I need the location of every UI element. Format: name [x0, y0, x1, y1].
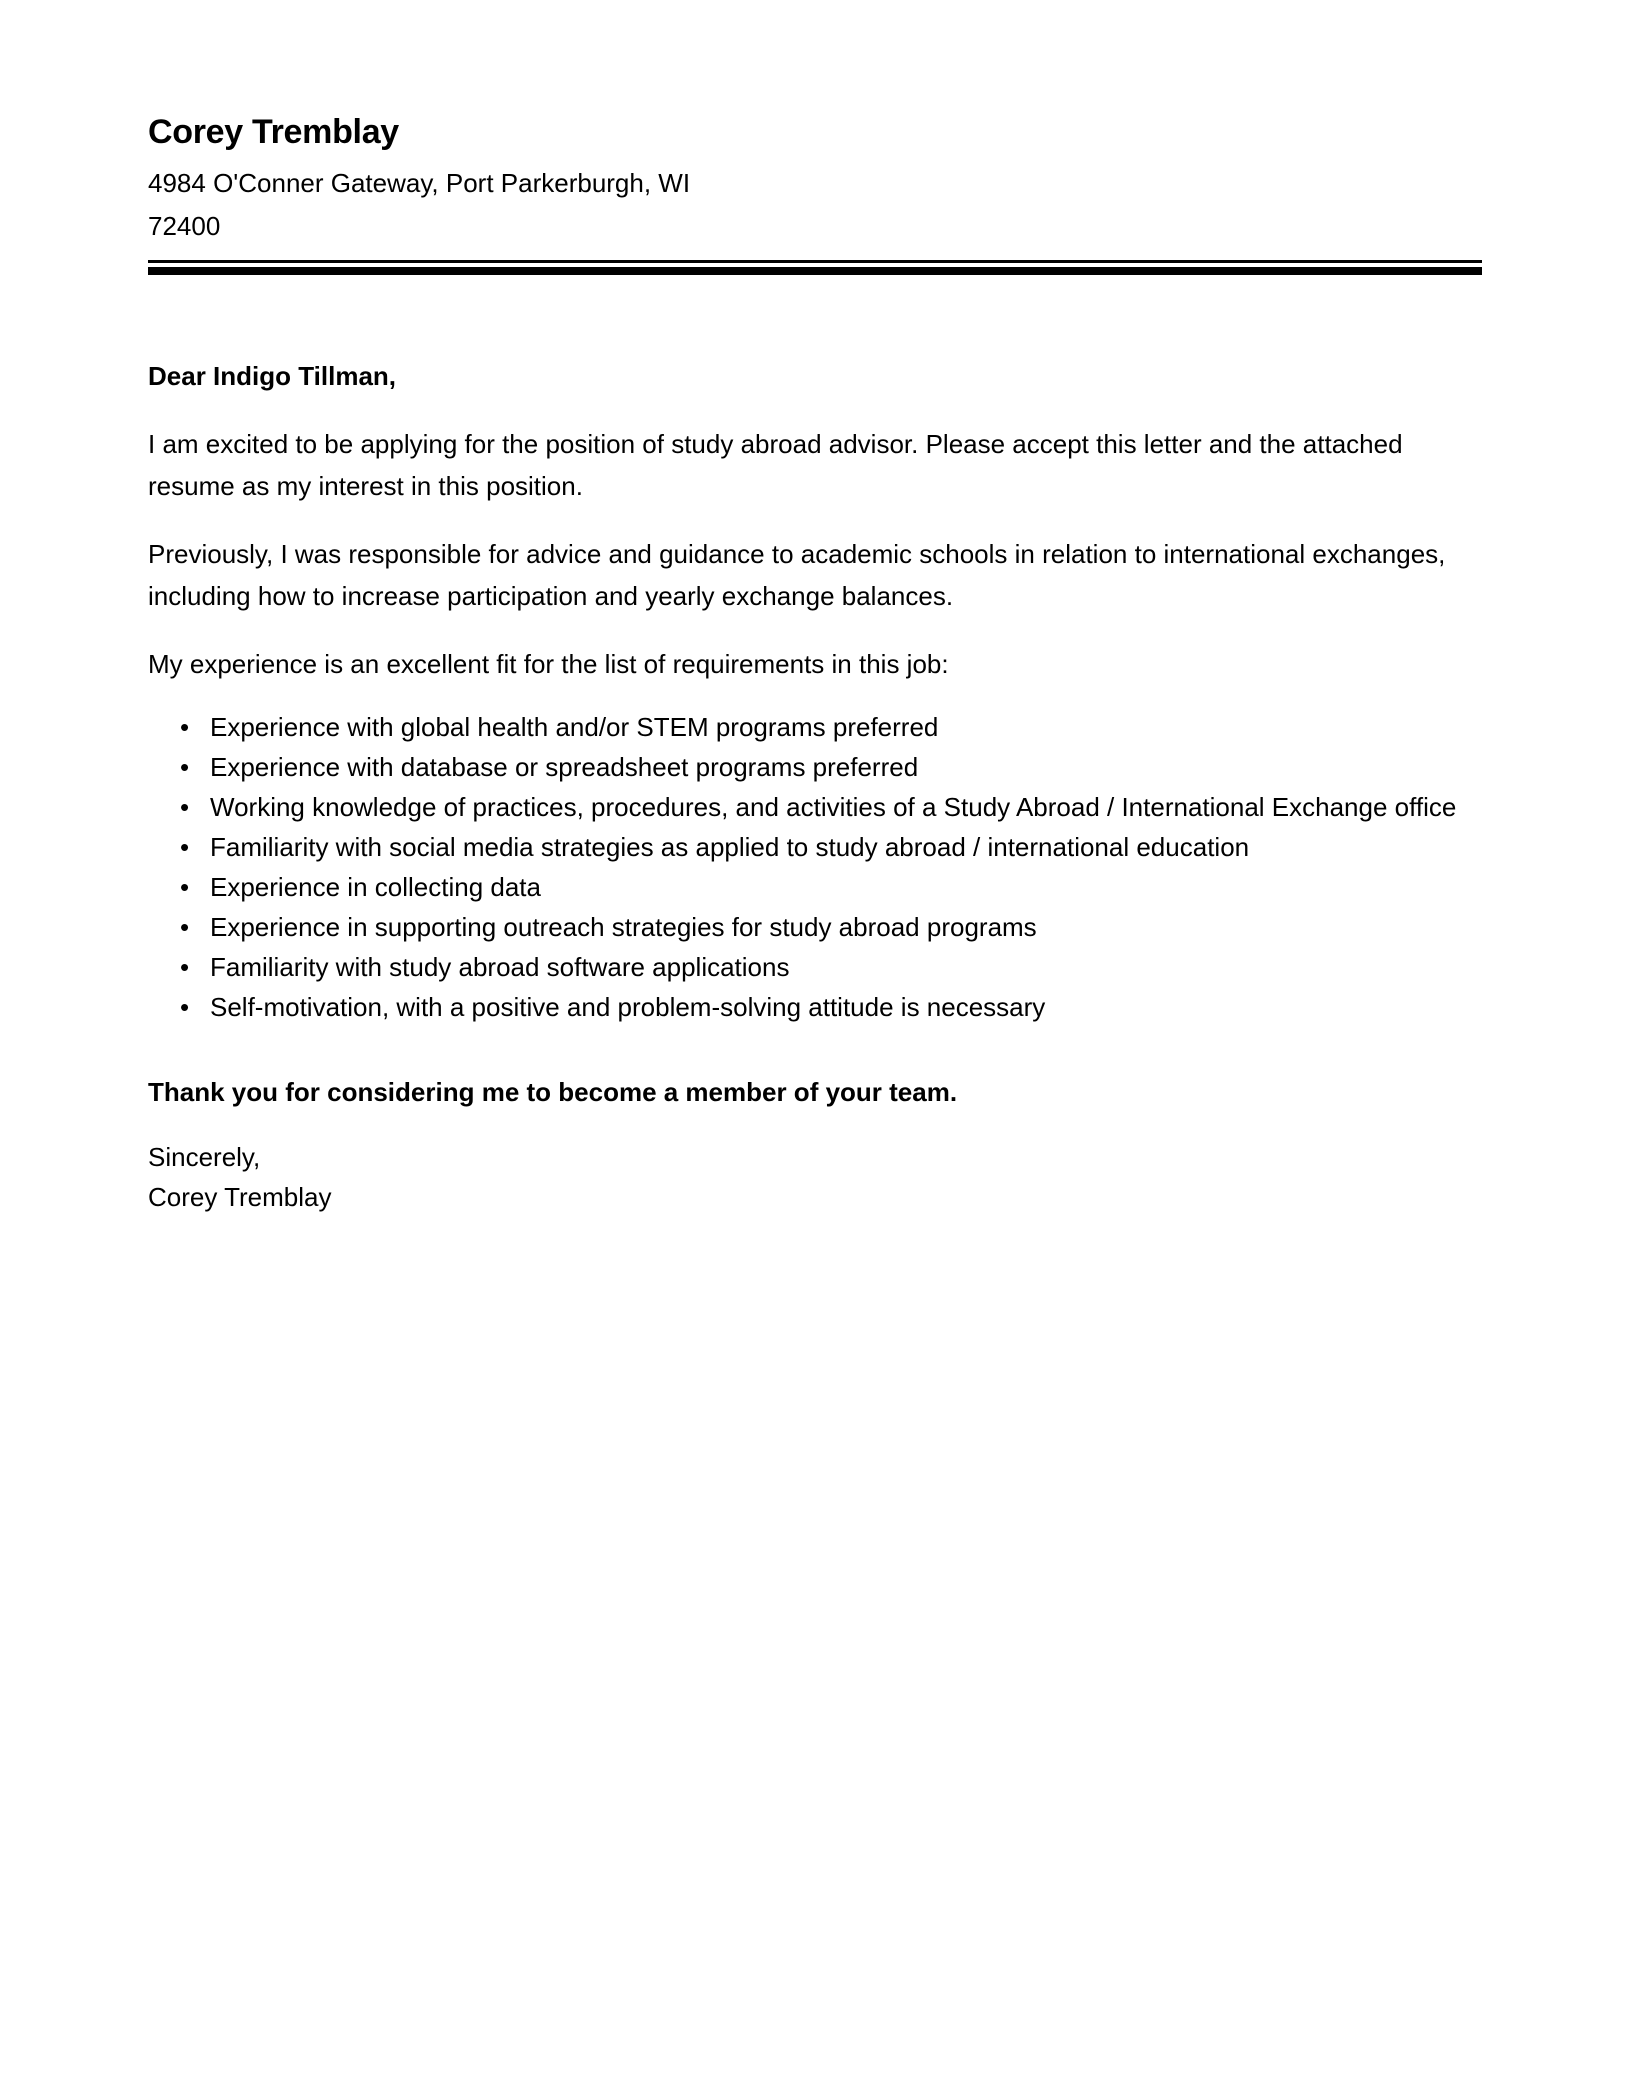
requirement-item: • Self-motivation, with a positive and problem-solving attitude is necessary [148, 987, 1482, 1027]
signoff-block [148, 1137, 1482, 1217]
requirements-list [148, 707, 1482, 1027]
header-divider-rule [148, 260, 1482, 275]
requirement-item: • Experience in supporting outreach strategies for study abroad programs [148, 907, 1482, 947]
paragraph-intro: I am excited to be applying for the position of study abroad advisor. Please accept this letter and the attached resume as my interest in this position. [148, 429, 1403, 501]
letter-body [148, 355, 1482, 1217]
signoff: Sincerely, [148, 1142, 261, 1172]
requirement-item: • Experience in collecting data [148, 867, 1482, 907]
paragraph-fit-statement: My experience is an excellent fit for the list of requirements in this job: [148, 649, 949, 679]
requirement-item: • Familiarity with study abroad software applications [148, 947, 1482, 987]
requirement-item: • Experience with database or spreadsheet programs preferred [148, 747, 1482, 787]
paragraph-previous-experience: Previously, I was responsible for advice and guidance to academic schools in relation to international exchanges, including how to increase participation and yearly exchange balances. [148, 539, 1446, 611]
sender-postal-code: 72400 [148, 211, 221, 241]
requirement-item: • Familiarity with social media strategies as applied to study abroad / international education [148, 827, 1482, 867]
signature-name: Corey Tremblay [148, 1182, 332, 1212]
letter-header [148, 112, 1482, 275]
letter-content [148, 112, 1482, 1217]
requirement-item: • Working knowledge of practices, procedures, and activities of a Study Abroad / International Exchange office [148, 787, 1482, 827]
requirement-item: • Experience with global health and/or STEM programs preferred [148, 707, 1482, 747]
salutation: Dear Indigo Tillman, [148, 361, 397, 391]
sender-address-line: 4984 O'Conner Gateway, Port Parkerburgh, WI [148, 168, 691, 198]
sender-name: Corey Tremblay [148, 113, 399, 151]
closing-statement: Thank you for considering me to become a member of your team. [148, 1077, 958, 1107]
